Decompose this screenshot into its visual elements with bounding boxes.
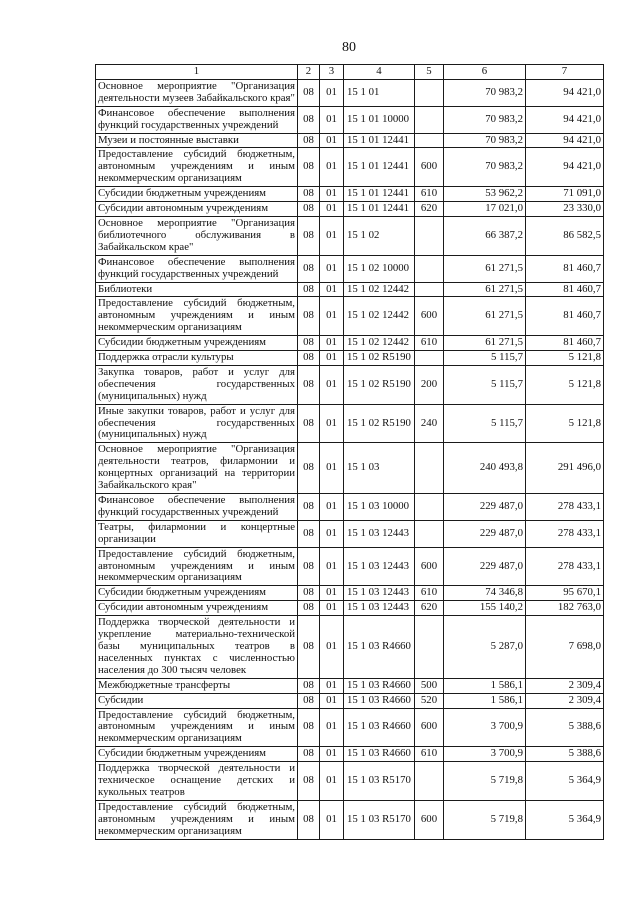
row-name-cell: Финансовое обеспечение выполнения функций государственных учреждений [96, 106, 298, 133]
table-row [96, 79, 604, 106]
expense-type-cell [415, 106, 444, 133]
row-name-cell: Субсидии бюджетным учреждениям [96, 586, 298, 601]
section-code-cell: 08 [298, 494, 320, 521]
amount-second-cell: 291 496,0 [526, 443, 604, 494]
table-row [96, 693, 604, 708]
amount-first-cell: 61 271,5 [444, 282, 526, 297]
target-article-cell: 15 1 03 R5170 [344, 762, 415, 801]
amount-second-cell: 5 121,8 [526, 365, 604, 404]
amount-first-cell: 70 983,2 [444, 148, 526, 187]
target-article-cell: 15 1 01 12441 [344, 202, 415, 217]
expense-type-cell [415, 282, 444, 297]
amount-first-cell: 240 493,8 [444, 443, 526, 494]
expense-type-cell [415, 762, 444, 801]
subsection-code-cell: 01 [320, 601, 344, 616]
row-name-cell: Субсидии бюджетным учреждениям [96, 187, 298, 202]
subsection-code-cell: 01 [320, 202, 344, 217]
table-row [96, 547, 604, 586]
target-article-cell: 15 1 02 10000 [344, 255, 415, 282]
target-article-cell: 15 1 03 12443 [344, 586, 415, 601]
expense-type-cell [415, 443, 444, 494]
section-code-cell: 08 [298, 336, 320, 351]
section-code-cell: 08 [298, 202, 320, 217]
table-row [96, 297, 604, 336]
section-code-cell: 08 [298, 297, 320, 336]
target-article-cell: 15 1 02 R5190 [344, 365, 415, 404]
row-name-cell: Финансовое обеспечение выполнения функций государственных учреждений [96, 494, 298, 521]
subsection-code-cell: 01 [320, 520, 344, 547]
table-row [96, 762, 604, 801]
subsection-code-cell: 01 [320, 187, 344, 202]
table-row [96, 520, 604, 547]
table-row [96, 106, 604, 133]
amount-first-cell: 5 115,7 [444, 351, 526, 366]
amount-second-cell: 2 309,4 [526, 693, 604, 708]
page-number: 80 [342, 40, 356, 55]
row-name-cell: Поддержка творческой деятельности и укрепление материально-технической базы муниципальных театров в населенных пунктах с численностью населения до 300 тысяч человек [96, 616, 298, 679]
row-name-cell: Предоставление субсидий бюджетным, автономным учреждениям и иным некоммерческим организациям [96, 148, 298, 187]
amount-first-cell: 1 586,1 [444, 693, 526, 708]
amount-first-cell: 229 487,0 [444, 494, 526, 521]
row-name-cell: Музеи и постоянные выставки [96, 133, 298, 148]
target-article-cell: 15 1 02 12442 [344, 297, 415, 336]
target-article-cell: 15 1 02 12442 [344, 282, 415, 297]
table-row [96, 800, 604, 839]
subsection-code-cell: 01 [320, 216, 344, 255]
expense-type-cell: 200 [415, 365, 444, 404]
amount-second-cell: 5 121,8 [526, 351, 604, 366]
amount-second-cell: 94 421,0 [526, 148, 604, 187]
column-number-7: 7 [526, 65, 604, 80]
amount-second-cell: 5 121,8 [526, 404, 604, 443]
amount-first-cell: 61 271,5 [444, 336, 526, 351]
amount-second-cell: 95 670,1 [526, 586, 604, 601]
table-row [96, 336, 604, 351]
expense-type-cell [415, 494, 444, 521]
row-name-cell: Субсидии автономным учреждениям [96, 202, 298, 217]
subsection-code-cell: 01 [320, 693, 344, 708]
section-code-cell: 08 [298, 547, 320, 586]
row-name-cell: Субсидии бюджетным учреждениям [96, 747, 298, 762]
target-article-cell: 15 1 03 10000 [344, 494, 415, 521]
amount-first-cell: 61 271,5 [444, 297, 526, 336]
target-article-cell: 15 1 01 10000 [344, 106, 415, 133]
expense-type-cell: 600 [415, 148, 444, 187]
expense-type-cell: 620 [415, 202, 444, 217]
subsection-code-cell: 01 [320, 282, 344, 297]
table-row [96, 443, 604, 494]
amount-second-cell: 182 763,0 [526, 601, 604, 616]
table-row [96, 187, 604, 202]
subsection-code-cell: 01 [320, 365, 344, 404]
amount-second-cell: 86 582,5 [526, 216, 604, 255]
target-article-cell: 15 1 03 [344, 443, 415, 494]
amount-first-cell: 155 140,2 [444, 601, 526, 616]
column-number-6: 6 [444, 65, 526, 80]
column-number-5: 5 [415, 65, 444, 80]
amount-second-cell: 278 433,1 [526, 520, 604, 547]
table-row [96, 494, 604, 521]
table-row [96, 586, 604, 601]
section-code-cell: 08 [298, 601, 320, 616]
target-article-cell: 15 1 03 12443 [344, 520, 415, 547]
target-article-cell: 15 1 03 12443 [344, 547, 415, 586]
expense-type-cell: 610 [415, 747, 444, 762]
amount-first-cell: 5 115,7 [444, 365, 526, 404]
section-code-cell: 08 [298, 187, 320, 202]
amount-first-cell: 74 346,8 [444, 586, 526, 601]
amount-second-cell: 94 421,0 [526, 106, 604, 133]
section-code-cell: 08 [298, 404, 320, 443]
expense-type-cell: 600 [415, 297, 444, 336]
amount-second-cell: 5 364,9 [526, 800, 604, 839]
row-name-cell: Основное мероприятие "Организация библиотечного обслуживания в Забайкальском крае" [96, 216, 298, 255]
row-name-cell: Субсидии бюджетным учреждениям [96, 336, 298, 351]
target-article-cell: 15 1 01 12441 [344, 148, 415, 187]
section-code-cell: 08 [298, 708, 320, 747]
subsection-code-cell: 01 [320, 351, 344, 366]
target-article-cell: 15 1 02 12442 [344, 336, 415, 351]
table-header [96, 65, 604, 80]
amount-second-cell: 94 421,0 [526, 133, 604, 148]
column-number-3: 3 [320, 65, 344, 80]
section-code-cell: 08 [298, 351, 320, 366]
table-body [96, 79, 604, 839]
target-article-cell: 15 1 01 12441 [344, 133, 415, 148]
amount-first-cell: 3 700,9 [444, 747, 526, 762]
subsection-code-cell: 01 [320, 708, 344, 747]
target-article-cell: 15 1 02 R5190 [344, 351, 415, 366]
section-code-cell: 08 [298, 106, 320, 133]
amount-first-cell: 5 719,8 [444, 762, 526, 801]
expense-type-cell [415, 133, 444, 148]
row-name-cell: Предоставление субсидий бюджетным, автономным учреждениям и иным некоммерческим организациям [96, 547, 298, 586]
section-code-cell: 08 [298, 79, 320, 106]
subsection-code-cell: 01 [320, 762, 344, 801]
row-name-cell: Субсидии автономным учреждениям [96, 601, 298, 616]
subsection-code-cell: 01 [320, 547, 344, 586]
expense-type-cell: 240 [415, 404, 444, 443]
row-name-cell: Поддержка творческой деятельности и техническое оснащение детских и кукольных театров [96, 762, 298, 801]
amount-first-cell: 1 586,1 [444, 678, 526, 693]
subsection-code-cell: 01 [320, 494, 344, 521]
expense-type-cell [415, 255, 444, 282]
expense-type-cell: 600 [415, 547, 444, 586]
amount-first-cell: 5 287,0 [444, 616, 526, 679]
subsection-code-cell: 01 [320, 79, 344, 106]
amount-second-cell: 5 388,6 [526, 747, 604, 762]
amount-first-cell: 70 983,2 [444, 79, 526, 106]
target-article-cell: 15 1 03 R5170 [344, 800, 415, 839]
amount-first-cell: 5 719,8 [444, 800, 526, 839]
row-name-cell: Предоставление субсидий бюджетным, автономным учреждениям и иным некоммерческим организациям [96, 708, 298, 747]
section-code-cell: 08 [298, 616, 320, 679]
expense-type-cell: 520 [415, 693, 444, 708]
row-name-cell: Поддержка отрасли культуры [96, 351, 298, 366]
amount-second-cell: 23 330,0 [526, 202, 604, 217]
target-article-cell: 15 1 03 R4660 [344, 747, 415, 762]
table-row [96, 365, 604, 404]
target-article-cell: 15 1 03 R4660 [344, 616, 415, 679]
table-row [96, 678, 604, 693]
table-row [96, 351, 604, 366]
amount-second-cell: 5 364,9 [526, 762, 604, 801]
amount-first-cell: 66 387,2 [444, 216, 526, 255]
row-name-cell: Основное мероприятие "Организация деятельности музеев Забайкальского края" [96, 79, 298, 106]
subsection-code-cell: 01 [320, 404, 344, 443]
target-article-cell: 15 1 03 R4660 [344, 678, 415, 693]
section-code-cell: 08 [298, 282, 320, 297]
subsection-code-cell: 01 [320, 747, 344, 762]
target-article-cell: 15 1 03 R4660 [344, 708, 415, 747]
expense-type-cell: 610 [415, 586, 444, 601]
row-name-cell: Субсидии [96, 693, 298, 708]
row-name-cell: Библиотеки [96, 282, 298, 297]
header-row [96, 65, 604, 80]
expense-type-cell [415, 351, 444, 366]
section-code-cell: 08 [298, 520, 320, 547]
table-row [96, 404, 604, 443]
subsection-code-cell: 01 [320, 297, 344, 336]
amount-first-cell: 17 021,0 [444, 202, 526, 217]
section-code-cell: 08 [298, 678, 320, 693]
amount-second-cell: 81 460,7 [526, 255, 604, 282]
expense-type-cell: 600 [415, 800, 444, 839]
subsection-code-cell: 01 [320, 678, 344, 693]
subsection-code-cell: 01 [320, 106, 344, 133]
section-code-cell: 08 [298, 443, 320, 494]
amount-second-cell: 81 460,7 [526, 282, 604, 297]
row-name-cell: Предоставление субсидий бюджетным, автономным учреждениям и иным некоммерческим организациям [96, 297, 298, 336]
expense-type-cell: 500 [415, 678, 444, 693]
amount-second-cell: 81 460,7 [526, 336, 604, 351]
amount-first-cell: 53 962,2 [444, 187, 526, 202]
section-code-cell: 08 [298, 133, 320, 148]
section-code-cell: 08 [298, 800, 320, 839]
subsection-code-cell: 01 [320, 255, 344, 282]
target-article-cell: 15 1 02 R5190 [344, 404, 415, 443]
subsection-code-cell: 01 [320, 616, 344, 679]
table-row [96, 148, 604, 187]
amount-first-cell: 70 983,2 [444, 106, 526, 133]
amount-first-cell: 3 700,9 [444, 708, 526, 747]
column-number-2: 2 [298, 65, 320, 80]
row-name-cell: Иные закупки товаров, работ и услуг для обеспечения государственных (муниципальных) нужд [96, 404, 298, 443]
subsection-code-cell: 01 [320, 800, 344, 839]
section-code-cell: 08 [298, 148, 320, 187]
table-row [96, 202, 604, 217]
column-number-1: 1 [96, 65, 298, 80]
expense-type-cell: 610 [415, 187, 444, 202]
table-row [96, 282, 604, 297]
amount-second-cell: 278 433,1 [526, 547, 604, 586]
amount-second-cell: 94 421,0 [526, 79, 604, 106]
expense-type-cell: 600 [415, 708, 444, 747]
section-code-cell: 08 [298, 762, 320, 801]
budget-table [95, 64, 604, 840]
amount-first-cell: 229 487,0 [444, 547, 526, 586]
table-row [96, 255, 604, 282]
target-article-cell: 15 1 01 [344, 79, 415, 106]
subsection-code-cell: 01 [320, 443, 344, 494]
expense-type-cell [415, 616, 444, 679]
target-article-cell: 15 1 01 12441 [344, 187, 415, 202]
target-article-cell: 15 1 03 12443 [344, 601, 415, 616]
row-name-cell: Предоставление субсидий бюджетным, автономным учреждениям и иным некоммерческим организациям [96, 800, 298, 839]
expense-type-cell [415, 216, 444, 255]
expense-type-cell: 610 [415, 336, 444, 351]
table-row [96, 216, 604, 255]
subsection-code-cell: 01 [320, 148, 344, 187]
amount-second-cell: 5 388,6 [526, 708, 604, 747]
table-row [96, 616, 604, 679]
target-article-cell: 15 1 03 R4660 [344, 693, 415, 708]
table-row [96, 601, 604, 616]
subsection-code-cell: 01 [320, 336, 344, 351]
section-code-cell: 08 [298, 216, 320, 255]
section-code-cell: 08 [298, 365, 320, 404]
expense-type-cell: 620 [415, 601, 444, 616]
amount-first-cell: 229 487,0 [444, 520, 526, 547]
subsection-code-cell: 01 [320, 586, 344, 601]
section-code-cell: 08 [298, 255, 320, 282]
row-name-cell: Межбюджетные трансферты [96, 678, 298, 693]
row-name-cell: Основное мероприятие "Организация деятельности театров, филармонии и концертных организаций на территории Забайкальского края" [96, 443, 298, 494]
amount-first-cell: 70 983,2 [444, 133, 526, 148]
target-article-cell: 15 1 02 [344, 216, 415, 255]
amount-second-cell: 71 091,0 [526, 187, 604, 202]
section-code-cell: 08 [298, 693, 320, 708]
amount-second-cell: 7 698,0 [526, 616, 604, 679]
column-number-4: 4 [344, 65, 415, 80]
row-name-cell: Финансовое обеспечение выполнения функций государственных учреждений [96, 255, 298, 282]
table-row [96, 708, 604, 747]
expense-type-cell [415, 79, 444, 106]
section-code-cell: 08 [298, 586, 320, 601]
amount-first-cell: 61 271,5 [444, 255, 526, 282]
subsection-code-cell: 01 [320, 133, 344, 148]
table-row [96, 747, 604, 762]
row-name-cell: Закупка товаров, работ и услуг для обеспечения государственных (муниципальных) нужд [96, 365, 298, 404]
amount-second-cell: 81 460,7 [526, 297, 604, 336]
table-row [96, 133, 604, 148]
expense-type-cell [415, 520, 444, 547]
amount-first-cell: 5 115,7 [444, 404, 526, 443]
amount-second-cell: 2 309,4 [526, 678, 604, 693]
amount-second-cell: 278 433,1 [526, 494, 604, 521]
row-name-cell: Театры, филармонии и концертные организации [96, 520, 298, 547]
section-code-cell: 08 [298, 747, 320, 762]
